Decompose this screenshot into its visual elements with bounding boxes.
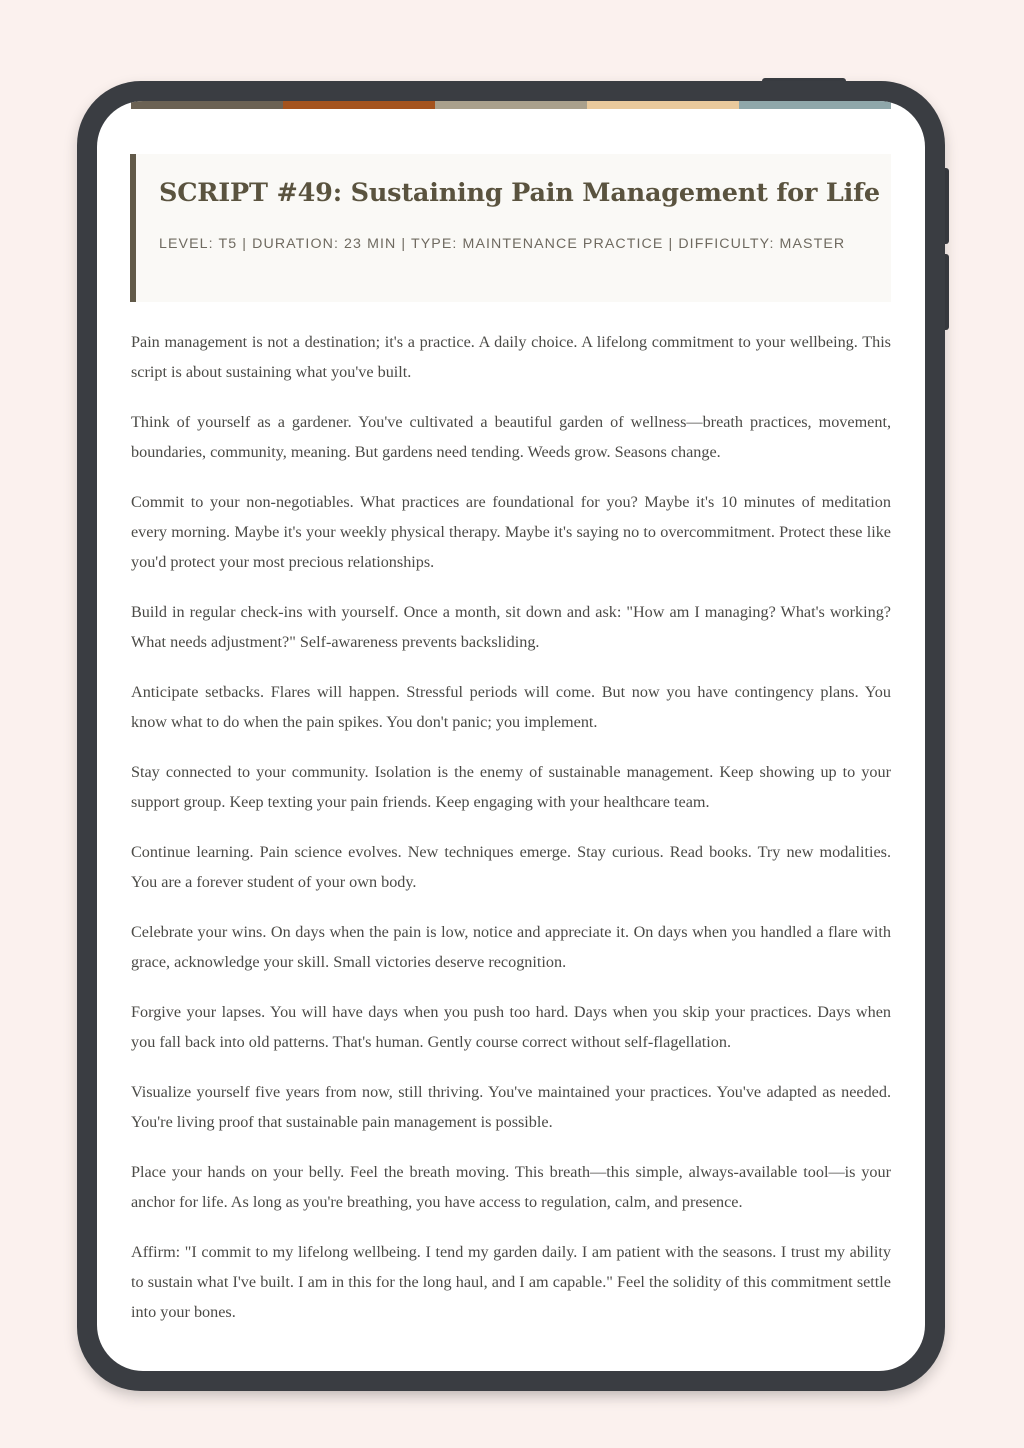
stripe-segment <box>131 101 283 109</box>
script-paragraph: Affirm: "I commit to my lifelong wellbeing. I tend my garden daily. I am patient with the seasons. I trust my ability to sustain what I've built. I am in this for the long haul, and I am capable." Feel the solidity of this commitment settle into your bones. <box>131 1243 891 1321</box>
stripe-segment <box>739 101 891 109</box>
script-paragraph: Celebrate your wins. On days when the pain is low, notice and appreciate it. On days when you handled a flare with grace, acknowledge your skill. Small victories deserve recognition. <box>131 923 891 971</box>
tablet-frame <box>77 81 945 1391</box>
script-paragraph: Stay connected to your community. Isolation is the enemy of sustainable management. Keep showing up to your support group. Keep texting your pain friends. Keep engaging with your healthcare team. <box>131 763 891 811</box>
tablet-screen <box>97 101 925 1371</box>
script-paragraph: Visualize yourself five years from now, still thriving. You've maintained your practices. You've adapted as needed. You're living proof that sustainable pain management is possible. <box>131 1083 891 1131</box>
script-meta: LEVEL: T5 | DURATION: 23 MIN | TYPE: MAINTENANCE PRACTICE | DIFFICULTY: MASTER <box>159 236 846 252</box>
script-paragraph: Continue learning. Pain science evolves. New techniques emerge. Stay curious. Read books. Try new modalities. You are a forever student of your own body. <box>131 843 891 891</box>
stripe-segment <box>283 101 435 109</box>
script-header <box>130 154 891 302</box>
script-paragraph: Pain management is not a destination; it's a practice. A daily choice. A lifelong commitment to your wellbeing. This script is about sustaining what you've built. <box>131 333 891 381</box>
script-paragraph: Think of yourself as a gardener. You've cultivated a beautiful garden of wellness—breath practices, movement, boundaries, community, meaning. But gardens need tending. Weeds grow. Seasons change. <box>131 413 891 461</box>
stripe-segment <box>435 101 587 109</box>
color-stripe <box>131 101 891 109</box>
script-paragraph: Forgive your lapses. You will have days when you push too hard. Days when you skip your practices. Days when you fall back into old patterns. That's human. Gently course correct without self-flagellation. <box>131 1003 891 1051</box>
script-body <box>131 327 891 1347</box>
script-paragraph: Place your hands on your belly. Feel the breath moving. This breath—this simple, always-available tool—is your anchor for life. As long as you're breathing, you have access to regulation, calm, and presence. <box>131 1163 891 1211</box>
script-paragraph: Build in regular check-ins with yourself. Once a month, sit down and ask: "How am I managing? What's working? What needs adjustment?" Self-awareness prevents backsliding. <box>131 603 891 651</box>
script-paragraph: Anticipate setbacks. Flares will happen. Stressful periods will come. But now you have contingency plans. You know what to do when the pain spikes. You don't panic; you implement. <box>131 683 891 731</box>
script-paragraph: Commit to your non-negotiables. What practices are foundational for you? Maybe it's 10 minutes of meditation every morning. Maybe it's your weekly physical therapy. Maybe it's saying no to overcommitment. Protect these like you'd protect your most precious relationships. <box>131 493 891 571</box>
stripe-segment <box>587 101 739 109</box>
script-title: SCRIPT #49: Sustaining Pain Management for Life <box>159 178 880 208</box>
